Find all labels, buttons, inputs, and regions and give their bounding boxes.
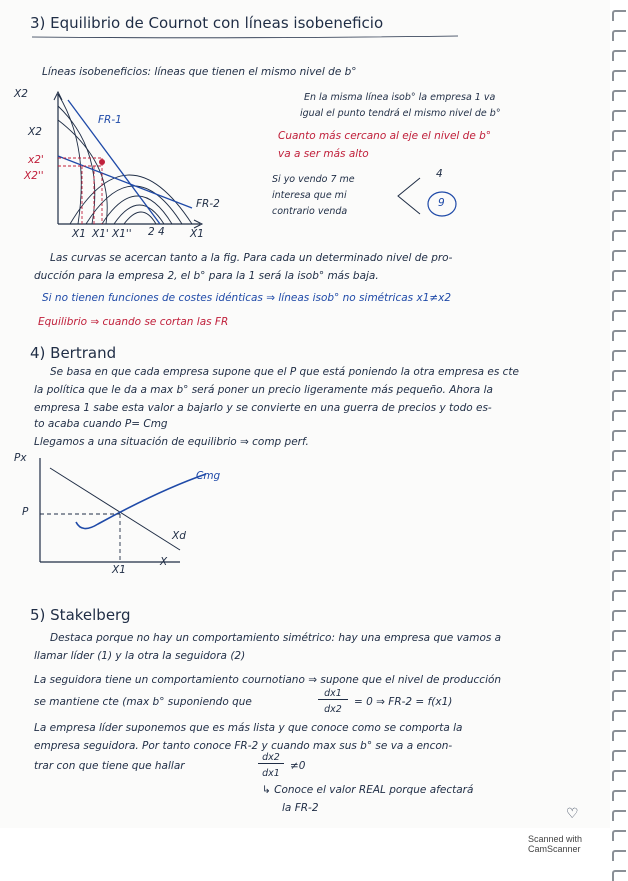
demand-label: Xd: [172, 530, 186, 542]
fr1-label: FR-1: [98, 114, 122, 126]
note3-line1: Si yo vendo 7 me: [272, 174, 355, 185]
fraction1-denominator: dx2: [324, 704, 342, 715]
fraction2-denominator: dx1: [262, 768, 280, 779]
stakelberg-line3: La seguidora tiene un comportamiento cournotiano ⇒ supone que el nivel de producción: [34, 674, 502, 686]
note1-line1: En la misma línea isob° la empresa 1 va: [304, 92, 496, 103]
graph2-axis-y: Px: [14, 452, 27, 464]
title-underline: [30, 34, 460, 40]
fraction1-numerator: dx1: [318, 688, 348, 700]
note3-bracket: [394, 168, 466, 224]
graph2-axis-x: X: [160, 556, 168, 568]
note3-circled-number: 9: [438, 197, 445, 209]
stakelberg-line7b: ≠0: [290, 760, 306, 772]
section-4-title: 4) Bertrand: [30, 344, 117, 362]
cmg-label: Cmg: [196, 470, 221, 482]
section-3-title: 3) Equilibrio de Cournot con líneas isobeneficio: [30, 14, 384, 32]
isobeneficio-definition: Líneas isobeneficios: líneas que tienen el mismo nivel de b°: [42, 66, 357, 78]
stakelberg-line1: Destaca porque no hay un comportamiento simétrico: hay una empresa que vamos a: [50, 632, 502, 644]
graph1-x-label-1: X1': [92, 228, 109, 240]
stakelberg-line2: llamar líder (1) y la otra la seguidora (2): [34, 650, 246, 662]
bertrand-line4: to acaba cuando P= Cmg: [34, 418, 168, 430]
fraction2-numerator: dx2: [258, 752, 284, 764]
stakelberg-line8: ↳ Conoce el valor REAL porque afectará: [262, 784, 474, 796]
note3-number: 4: [436, 168, 443, 180]
bertrand-line3: empresa 1 sabe esta valor a bajarlo y se convierte en una guerra de precios y todo es-: [34, 402, 492, 414]
stakelberg-line4a: se mantiene cte (max b° suponiendo que: [34, 696, 252, 708]
note2-line2: va a ser más alto: [278, 148, 369, 160]
bertrand-line1: Se basa en que cada empresa supone que el P que está poniendo la otra empresa es cte: [50, 366, 520, 378]
stakelberg-line5: La empresa líder suponemos que es más lista y que conoce como se comporta la: [34, 722, 463, 734]
para2: Si no tienen funciones de costes idénticas ⇒ líneas isob° no simétricas x1≠x2: [42, 292, 452, 304]
para1-line2: ducción para la empresa 2, el b° para la 1 será la isob° más baja.: [34, 270, 379, 282]
graph1-x-label-2: X1'': [112, 228, 132, 240]
stakelberg-line9: la FR-2: [282, 802, 319, 814]
para3: Equilibrio ⇒ cuando se cortan las FR: [38, 316, 229, 328]
note3-line2: interesa que mi: [272, 190, 347, 201]
bertrand-line2: la política que le da a max b° será poner un precio ligeramente más pequeño. Ahora la: [34, 384, 493, 396]
note3-line3: contrario venda: [272, 206, 348, 217]
graph1-y-label-1: x2': [28, 154, 44, 166]
graph2-x1-label: X1: [112, 564, 126, 576]
note2-line1: Cuanto más cercano al eje el nivel de b°: [278, 130, 492, 142]
fr2-label: FR-2: [196, 198, 220, 210]
stakelberg-line4b: = 0 ⇒ FR-2 = f(x1): [354, 696, 453, 708]
scanner-footer: Scanned with CamScanner: [528, 834, 583, 854]
stakelberg-line6: empresa seguidora. Por tanto conoce FR-2 y cuando max sus b° se va a encon-: [34, 740, 453, 752]
graph1-y-label-0: X2: [28, 126, 42, 138]
para1-line1: Las curvas se acercan tanto a la fig. Para cada un determinado nivel de pro-: [50, 252, 453, 264]
bertrand-line5: Llegamos a una situación de equilibrio ⇒ comp perf.: [34, 436, 309, 448]
note1-line2: igual el punto tendrá el mismo nivel de b°: [300, 108, 501, 119]
graph1-axis-x: X1: [190, 228, 204, 240]
graph2-price-label: P: [22, 506, 29, 518]
section-5-title: 5) Stakelberg: [30, 606, 131, 624]
graph1-axis-y: X2: [14, 88, 28, 100]
graph1-x-label-0: X1: [72, 228, 86, 240]
notebook-spiral: [606, 10, 628, 820]
graph1-extra-x: 2 4: [148, 226, 165, 238]
isobeneficio-graph: [10, 86, 210, 246]
graph1-y-label-2: X2'': [24, 170, 44, 182]
heart-icon: ♡: [566, 806, 579, 822]
stakelberg-line7a: trar con que tiene que hallar: [34, 760, 185, 772]
